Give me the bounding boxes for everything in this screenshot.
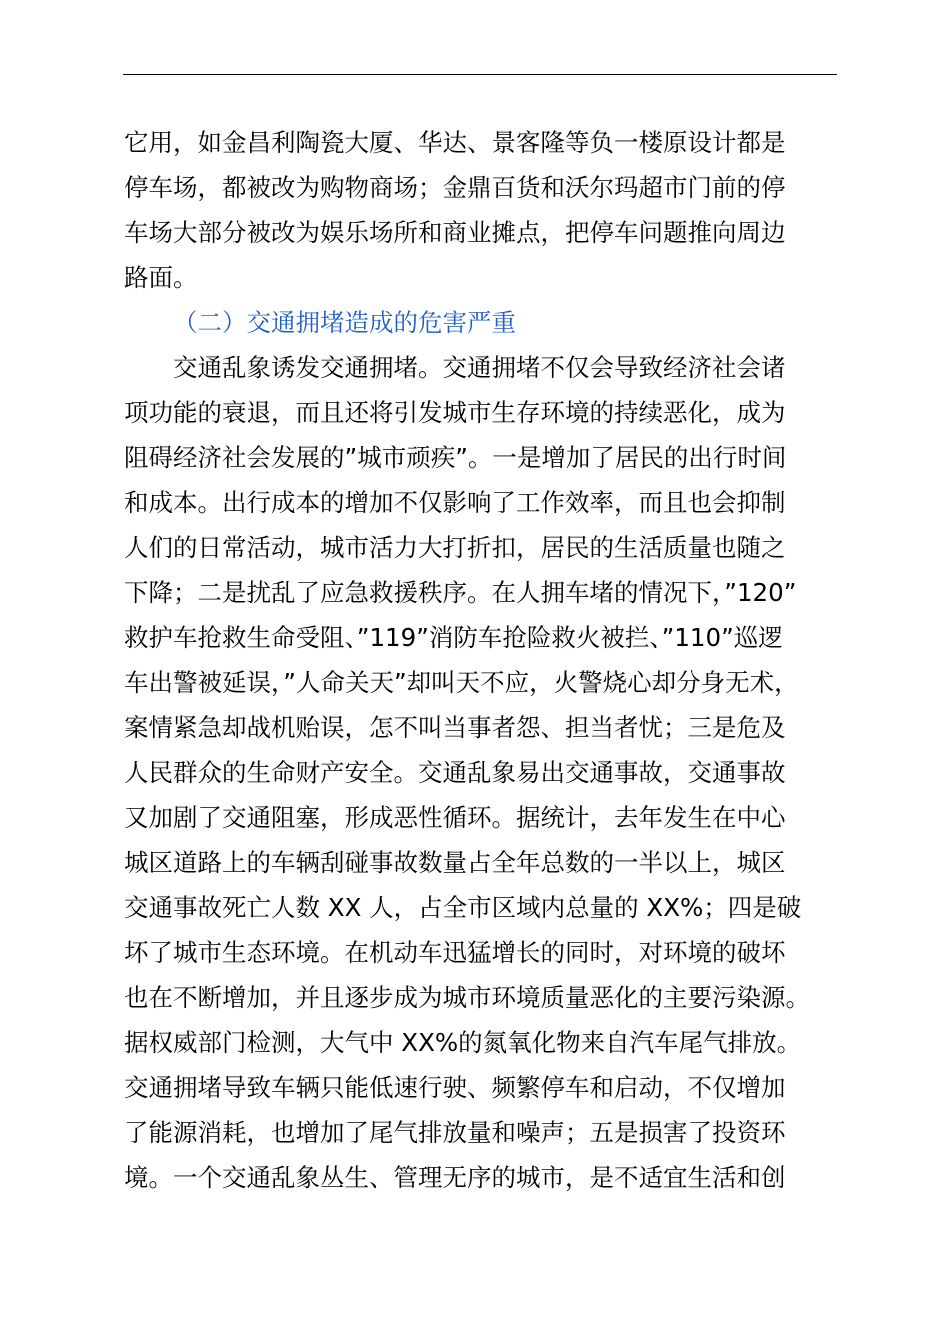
paragraph-line: 交通拥堵导致车辆只能低速行驶、频繁停车和启动，不仅增加 <box>124 1073 786 1102</box>
paragraph-line: 和成本。出行成本的增加不仅影响了工作效率，而且也会抑制 <box>124 488 786 517</box>
paragraph-line: 又加剧了交通阻塞，形成恶性循环。据统计，去年发生在中心 <box>124 803 786 832</box>
paragraph-line: 据权威部门检测，大气中 XX%的氮氧化物来自汽车尾气排放。 <box>124 1028 802 1057</box>
paragraph-line: 坏了城市生态环境。在机动车迅猛增长的同时，对环境的破坏 <box>124 938 786 967</box>
paragraph-line: 下降；二是扰乱了应急救援秩序。在人拥车堵的情况下，”120” <box>124 578 797 607</box>
paragraph-line: 它用，如金昌利陶瓷大厦、华达、景客隆等负一楼原设计都是 <box>124 128 786 157</box>
paragraph-line: 阻碍经济社会发展的”城市顽疾”。一是增加了居民的出行时间 <box>124 443 787 472</box>
paragraph-line: 救护车抢救生命受阻、”119”消防车抢险救火被拦、”110”巡逻 <box>124 623 783 652</box>
paragraph-line: 案情紧急却战机贻误，怎不叫当事者怨、担当者忧；三是危及 <box>124 713 786 742</box>
document-body <box>124 120 864 1200</box>
paragraph-line: 车场大部分被改为娱乐场所和商业摊点，把停车问题推向周边 <box>124 218 786 247</box>
paragraph-line: 人民群众的生命财产安全。交通乱象易出交通事故，交通事故 <box>124 758 786 787</box>
paragraph-line: 也在不断增加，并且逐步成为城市环境质量恶化的主要污染源。 <box>124 983 810 1012</box>
header-rule <box>123 74 837 75</box>
paragraph-line: 城区道路上的车辆刮碰事故数量占全年总数的一半以上，城区 <box>124 848 786 877</box>
section-heading: （二）交通拥堵造成的危害严重 <box>173 308 516 337</box>
paragraph-line: 交通事故死亡人数 XX 人，占全市区域内总量的 XX%；四是破 <box>124 893 802 922</box>
paragraph-line: 车出警被延误，”人命关天”却叫天不应，火警烧心却分身无术， <box>124 668 799 697</box>
paragraph-line: 了能源消耗，也增加了尾气排放量和噪声；五是损害了投资环 <box>124 1118 786 1147</box>
paragraph-line: 境。一个交通乱象丛生、管理无序的城市，是不适宜生活和创 <box>124 1163 786 1192</box>
paragraph-line: 项功能的衰退，而且还将引发城市生存环境的持续恶化，成为 <box>124 398 786 427</box>
paragraph-line: 停车场，都被改为购物商场；金鼎百货和沃尔玛超市门前的停 <box>124 173 786 202</box>
paragraph-line: 人们的日常活动，城市活力大打折扣，居民的生活质量也随之 <box>124 533 786 562</box>
paragraph-line: 路面。 <box>124 263 198 292</box>
paragraph-line: 交通乱象诱发交通拥堵。交通拥堵不仅会导致经济社会诸 <box>173 353 786 382</box>
